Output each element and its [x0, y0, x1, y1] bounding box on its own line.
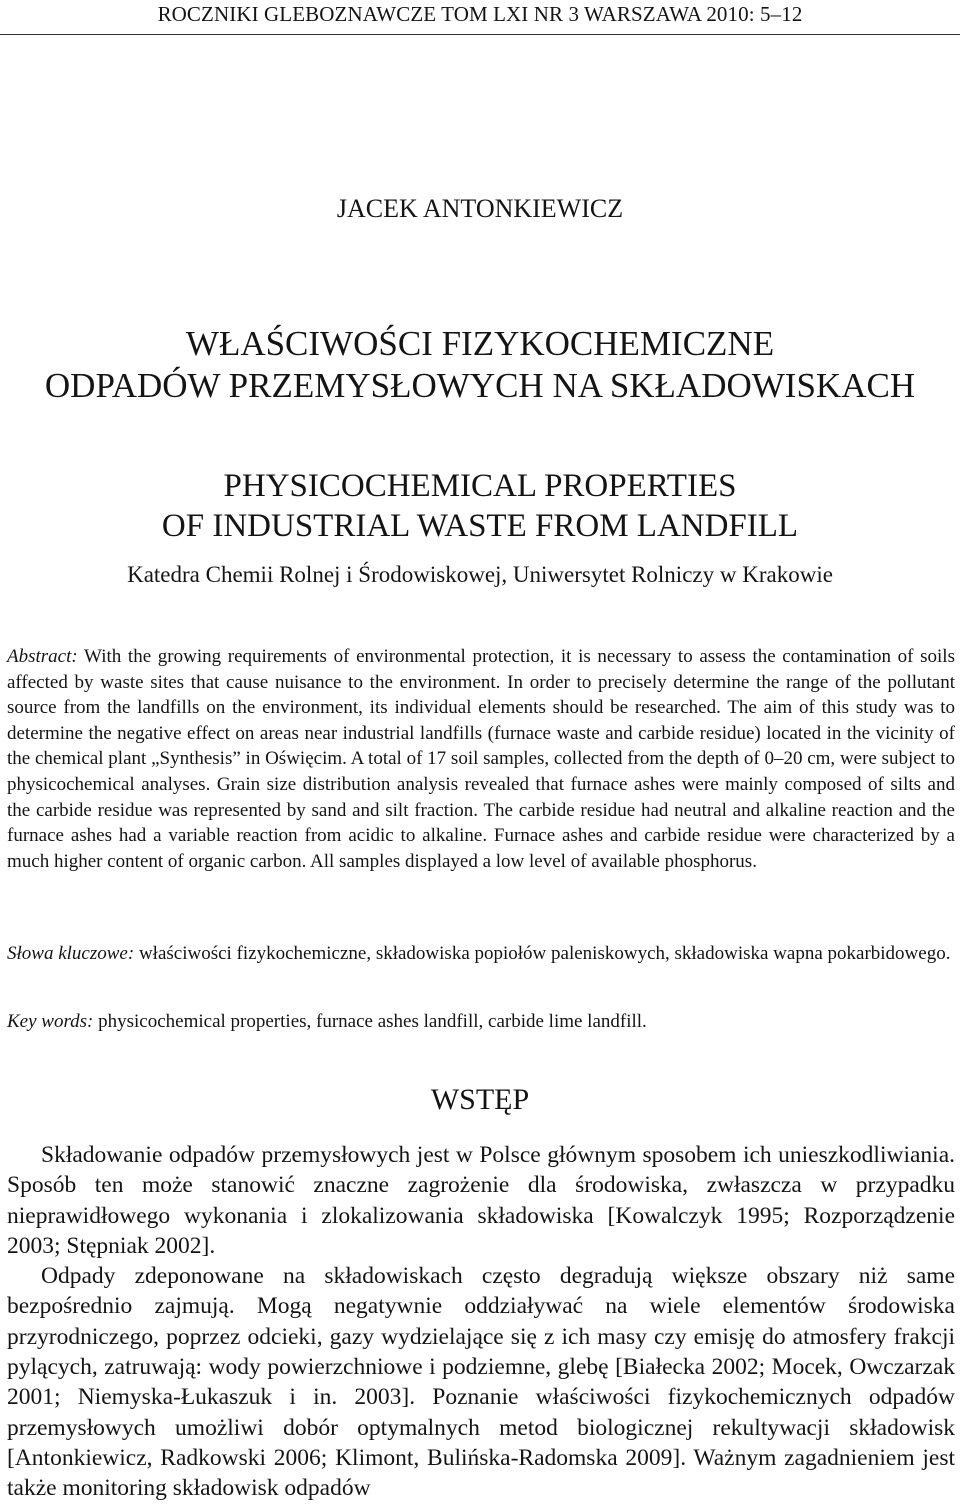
title-english-line1: PHYSICOCHEMICAL PROPERTIES — [223, 468, 737, 504]
keywords-polish — [7, 941, 955, 967]
keywords-english-text: physicochemical properties, furnace ashes landfill, carbide lime landfill. — [98, 1011, 647, 1032]
body-text — [7, 1140, 955, 1504]
abstract — [7, 644, 955, 874]
keywords-polish-text: właściwości fizykochemiczne, składowiska popiołów paleniskowych, składowiska wapna pokarbidowego. — [138, 943, 951, 964]
body-paragraph-1: Składowanie odpadów przemysłowych jest w Polsce głównym sposobem ich unieszkodliwiania. Sposób ten może stanowić znaczne zagrożenie dla środowiska, zwłaszcza w przypadku nieprawidłowego wykonania i zlokalizowania składowiska [Kowalczyk 1995; Rozporządzenie 2003; Stępniak 2002]. — [7, 1142, 955, 1259]
title-english-line2: OF INDUSTRIAL WASTE FROM LANDFILL — [161, 508, 799, 544]
body-paragraph-2: Odpady zdeponowane na składowiskach często degradują większe obszary niż same bezpośrednio zajmują. Mogą negatywnie oddziaływać na wiele elementów środowiska przyrodniczego, poprzez odcieki, gazy wydzielające się z ich masy czy emisję do atmosfery frakcji pylących, zatruwają: wody powierzchniowe i podziemne, glebę [Białecka 2002; Mocek, Owczarzak 2001; Niemyska-Łukaszuk i in. 2003]. Poznanie właściwości fizykochemicznych odpadów przemysłowych umożliwi dobór optymalnych metod biologicznej rekultywacji składowisk [Antonkiewicz, Radkowski 2006; Klimont, Bulińska-Radomska 2009]. Ważnym zagadnieniem jest także monitoring składowisk odpadów — [7, 1263, 955, 1502]
header-rule — [0, 34, 960, 35]
section-heading: WSTĘP — [430, 1083, 530, 1116]
journal-header: ROCZNIKI GLEBOZNAWCZE TOM LXI NR 3 WARSZAWA 2010: 5–12 — [157, 2, 803, 26]
keywords-english — [7, 1009, 955, 1035]
abstract-label: Abstract: — [7, 646, 78, 667]
title-english — [0, 466, 960, 546]
title-polish-line2: ODPADÓW PRZEMYSŁOWYCH NA SKŁADOWISKACH — [44, 366, 916, 405]
keywords-english-label: Key words: — [7, 1011, 94, 1032]
title-polish — [0, 323, 960, 407]
abstract-text: With the growing requirements of environmental protection, it is necessary to assess the contamination of soils affected by waste sites that cause nuisance to the environment. In order to precisely determine the range of the pollutant source from the landfills on the environment, its individual elements should be researched. The aim of this study was to determine the negative effect on areas near industrial landfills (furnace waste and carbide residue) located in the vicinity of the chemical plant „Synthesis” in Oświęcim. A total of 17 soil samples, collected from the depth of 0–20 cm, were subject to physicochemical analyses. Grain size distribution analysis revealed that furnace ashes were mainly composed of silts and the carbide residue was represented by sand and silt fraction. The carbide residue had neutral and alkaline reaction and the furnace ashes had a variable reaction from acidic to alkaline. Furnace ashes and carbide residue were characterized by a much higher content of organic carbon. All samples displayed a low level of available phosphorus. — [7, 646, 955, 872]
title-polish-line1: WŁAŚCIWOŚCI FIZYKOCHEMICZNE — [185, 324, 775, 363]
keywords-polish-label: Słowa kluczowe: — [7, 943, 135, 964]
author-name: JACEK ANTONKIEWICZ — [336, 194, 624, 223]
affiliation: Katedra Chemii Rolnej i Środowiskowej, Uniwersytet Rolniczy w Krakowie — [127, 562, 833, 587]
